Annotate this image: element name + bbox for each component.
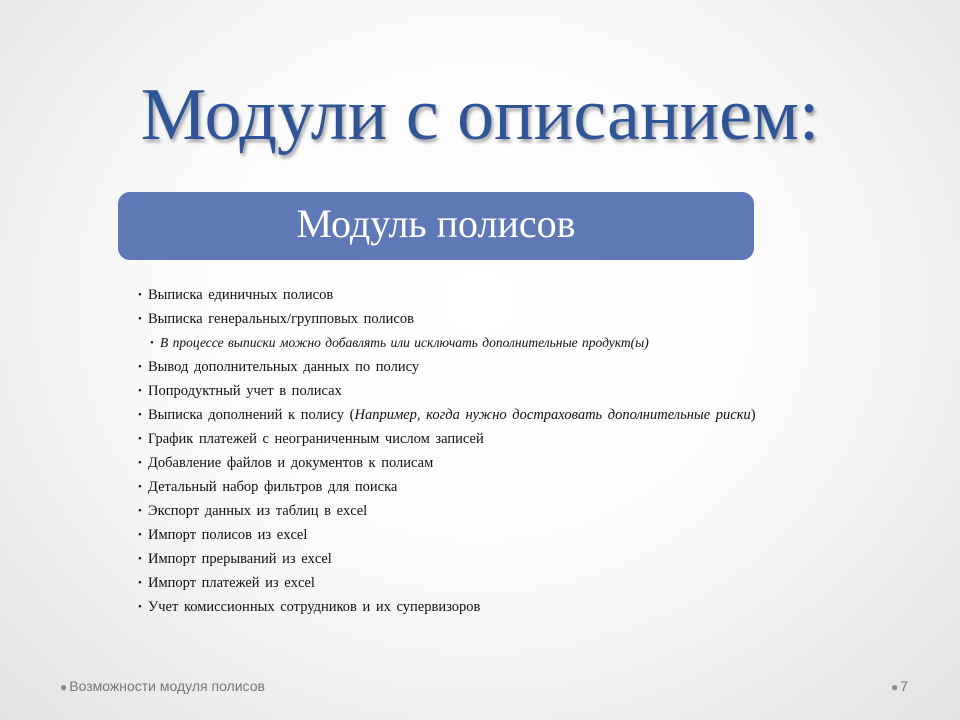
feature-text: Импорт платежей из excel (148, 575, 315, 591)
bullet-icon: • (138, 481, 142, 493)
feature-text-end: ) (750, 407, 756, 423)
slide-title: Модули с описанием: (140, 74, 820, 156)
bullet-icon: • (138, 553, 142, 565)
feature-text: Импорт полисов из excel (148, 527, 308, 543)
feature-note: Например, когда нужно достраховать дополнительные риски (354, 407, 751, 423)
feature-text: Вывод дополнительных данных по полису (148, 359, 420, 375)
feature-text: Детальный набор фильтров для поиска (148, 479, 398, 495)
bullet-icon: • (138, 385, 142, 397)
bullet-icon: • (150, 337, 154, 349)
feature-item (138, 406, 758, 425)
feature-item (138, 382, 758, 401)
bullet-icon: • (138, 601, 142, 613)
feature-item (138, 574, 758, 593)
feature-item (138, 598, 758, 617)
feature-list (138, 286, 758, 622)
feature-item (138, 454, 758, 473)
bullet-icon: • (138, 433, 142, 445)
bullet-icon: • (138, 361, 142, 373)
bullet-icon: • (138, 313, 142, 325)
footer-title (60, 678, 265, 694)
bullet-icon: • (138, 457, 142, 469)
bullet-icon: • (138, 529, 142, 541)
slide-number (891, 678, 908, 694)
feature-text: Выписка генеральных/групповых полисов (148, 311, 414, 327)
feature-text: Выписка дополнений к полису ( (148, 407, 355, 423)
footer-dot-icon: ● (890, 680, 899, 694)
footer-dot-icon: ● (60, 680, 68, 694)
feature-text: Импорт прерываний из excel (148, 551, 332, 567)
feature-text: Выписка единичных полисов (148, 287, 334, 303)
feature-item (138, 358, 758, 377)
bullet-icon: • (138, 505, 142, 517)
feature-item (138, 502, 758, 521)
module-header (118, 192, 754, 260)
feature-item (138, 286, 758, 305)
bullet-icon: • (138, 409, 142, 421)
feature-subitem (138, 334, 758, 353)
feature-text: Экспорт данных из таблиц в excel (148, 503, 368, 519)
feature-text: Добавление файлов и документов к полисам (148, 455, 434, 471)
bullet-icon: • (138, 577, 142, 589)
feature-text: График платежей с неограниченным числом записей (148, 431, 484, 447)
feature-text: В процессе выписки можно добавлять или исключать дополнительные продукт(ы) (160, 335, 649, 350)
module-header-label: Модуль полисов (296, 200, 576, 246)
footer-title-text: Возможности модуля полисов (69, 678, 265, 694)
feature-item (138, 310, 758, 329)
feature-item (138, 430, 758, 449)
bullet-icon: • (138, 289, 142, 301)
feature-text: Учет комиссионных сотрудников и их супервизоров (148, 599, 481, 615)
feature-item (138, 526, 758, 545)
feature-item (138, 478, 758, 497)
feature-item (138, 550, 758, 569)
feature-text: Попродуктный учет в полисах (148, 383, 342, 399)
slide-number-text: 7 (900, 678, 908, 694)
